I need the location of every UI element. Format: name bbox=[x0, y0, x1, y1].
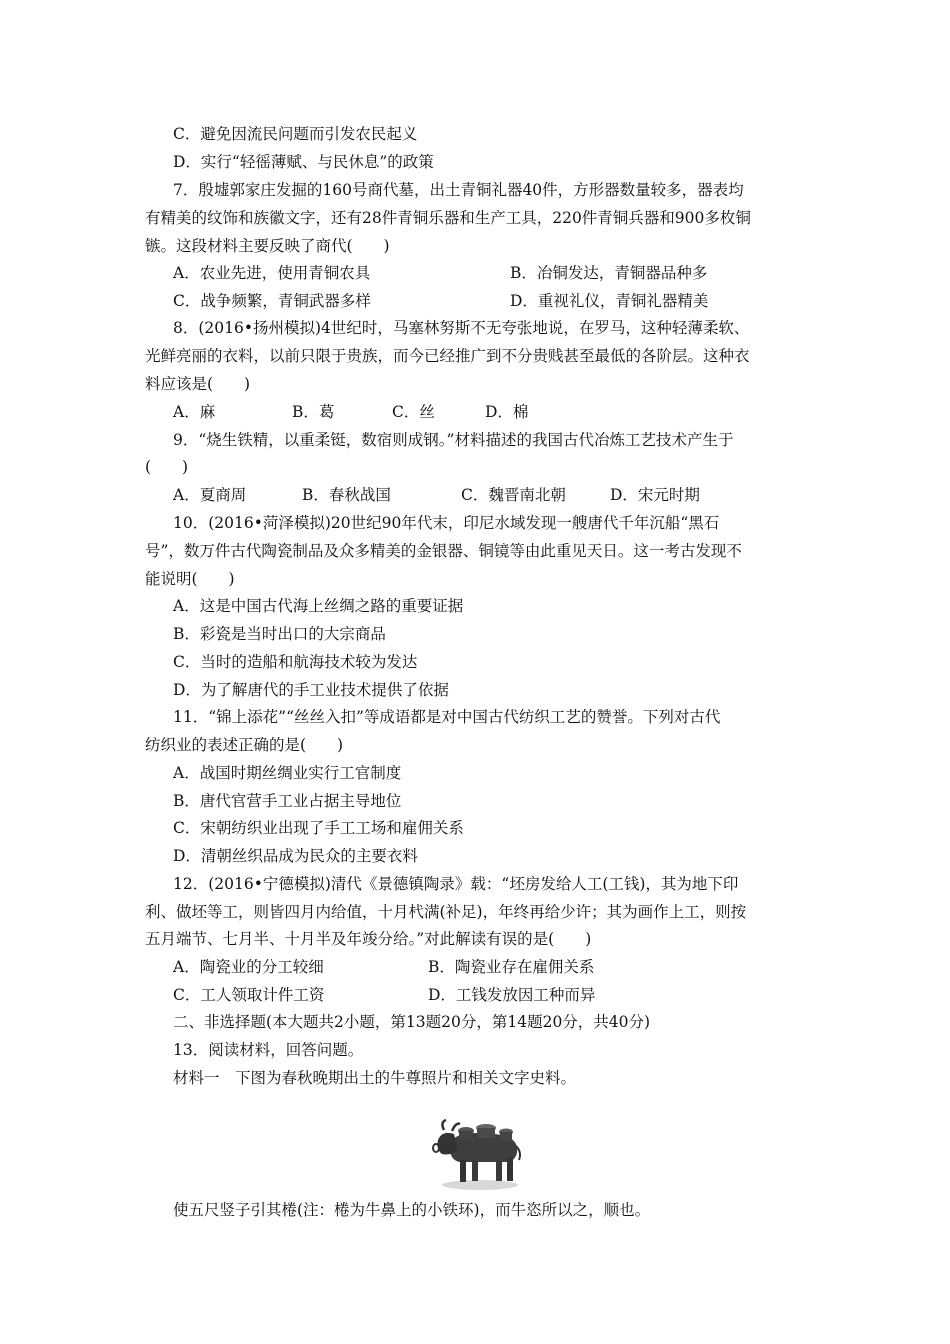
q7-stem-line2: 有精美的纹饰和族徽文字，还有28件青铜乐器和生产工具，220件青铜兵器和900多枚铜 bbox=[145, 209, 751, 227]
q7-option-a: A．农业先进，使用青铜农具 bbox=[173, 264, 371, 282]
q12-option-b: B．陶瓷业存在雇佣关系 bbox=[428, 958, 595, 976]
q6-option-d: D．实行“轻徭薄赋、与民休息”的政策 bbox=[173, 153, 434, 171]
ox-zun-icon bbox=[430, 1100, 525, 1195]
q8-stem-line3: 料应该是( ) bbox=[145, 375, 251, 393]
q9-option-b: B．春秋战国 bbox=[302, 486, 391, 504]
q7-stem-line1: 7．殷墟郭家庄发掘的160号商代墓，出土青铜礼器40件，方形器数量较多，器表均 bbox=[173, 181, 744, 199]
q12-option-d: D．工钱发放因工种而异 bbox=[428, 986, 596, 1004]
q9-option-d: D．宋元时期 bbox=[610, 486, 700, 504]
q10-stem-line1: 10．(2016•菏泽模拟)20世纪90年代末，印尼水域发现一艘唐代千年沉船“黑石 bbox=[173, 514, 720, 532]
q11-option-b: B．唐代官营手工业占据主导地位 bbox=[173, 792, 402, 810]
q8-option-d: D．棉 bbox=[485, 403, 529, 421]
material-one-text: 使五尺竖子引其棬(注：棬为牛鼻上的小铁环)，而牛恣所以之，顺也。 bbox=[173, 1201, 651, 1219]
q10-stem-line2: 号”，数万件古代陶瓷制品及众多精美的金银器、铜镜等由此重见天日。这一考古发现不 bbox=[145, 542, 742, 560]
material-one-intro: 材料一 下图为春秋晚期出土的牛尊照片和相关文字史料。 bbox=[173, 1069, 577, 1087]
q8-stem-line2: 光鲜亮丽的衣料，以前只限于贵族，而今已经推广到不分贵贱甚至最低的各阶层。这种衣 bbox=[145, 347, 750, 365]
q10-option-b: B．彩瓷是当时出口的大宗商品 bbox=[173, 625, 386, 643]
q11-option-d: D．清朝丝织品成为民众的主要衣料 bbox=[173, 847, 418, 865]
q6-option-c: C．避免因流民问题而引发农民起义 bbox=[173, 125, 418, 143]
q8-stem-line1: 8．(2016•扬州模拟)4世纪时，马塞林努斯不无夸张地说，在罗马，这种轻薄柔软、 bbox=[173, 319, 750, 337]
q12-stem-line2: 利、做坯等工，则皆四月内给值，十月杙满(补足)，年终再给少许；其为画作上工，则按 bbox=[145, 903, 747, 921]
q11-stem-line1: 11．“锦上添花”“丝丝入扣”等成语都是对中国古代纺织工艺的赞誉。下列对古代 bbox=[173, 708, 721, 726]
q11-stem-line2: 纺织业的表述正确的是( ) bbox=[145, 736, 344, 754]
q9-stem-line1: 9．“烧生铁精，以重柔铤，数宿则成钢。”材料描述的我国古代冶炼工艺技术产生于 bbox=[173, 431, 734, 449]
q8-option-c: C．丝 bbox=[392, 403, 435, 421]
q7-option-b: B．冶铜发达，青铜器品种多 bbox=[510, 264, 708, 282]
q10-option-a: A．这是中国古代海上丝绸之路的重要证据 bbox=[173, 597, 464, 615]
q9-option-c: C．魏晋南北朝 bbox=[461, 486, 566, 504]
q12-stem-line3: 五月端节、七月半、十月半及年竣分给。”对此解读有误的是( ) bbox=[145, 930, 592, 948]
q7-option-d: D．重视礼仪，青铜礼器精美 bbox=[510, 292, 709, 310]
q11-option-a: A．战国时期丝绸业实行工官制度 bbox=[173, 764, 402, 782]
bronze-ox-zun-photo bbox=[430, 1100, 525, 1195]
q9-option-a: A．夏商周 bbox=[173, 486, 247, 504]
q11-option-c: C．宋朝纺织业出现了手工工场和雇佣关系 bbox=[173, 819, 464, 837]
q9-stem-line2: ( ) bbox=[145, 458, 189, 476]
q12-option-c: C．工人领取计件工资 bbox=[173, 986, 325, 1004]
q7-option-c: C．战争频繁，青铜武器多样 bbox=[173, 292, 371, 310]
q8-option-a: A．麻 bbox=[173, 403, 216, 421]
q10-option-d: D．为了解唐代的手工业技术提供了依据 bbox=[173, 681, 449, 699]
q12-stem-line1: 12．(2016•宁德模拟)清代《景德镇陶录》载：“坯房发给人工(工钱)，其为地下印 bbox=[173, 875, 739, 893]
section-two-heading: 二、非选择题(本大题共2小题，第13题20分，第14题20分，共40分) bbox=[173, 1013, 651, 1031]
q8-option-b: B．葛 bbox=[292, 403, 335, 421]
q13-stem: 13．阅读材料，回答问题。 bbox=[173, 1041, 364, 1059]
q7-stem-line3: 镞。这段材料主要反映了商代( ) bbox=[145, 237, 390, 255]
q10-stem-line3: 能说明( ) bbox=[145, 570, 235, 588]
q10-option-c: C．当时的造船和航海技术较为发达 bbox=[173, 653, 418, 671]
q12-option-a: A．陶瓷业的分工较细 bbox=[173, 958, 324, 976]
